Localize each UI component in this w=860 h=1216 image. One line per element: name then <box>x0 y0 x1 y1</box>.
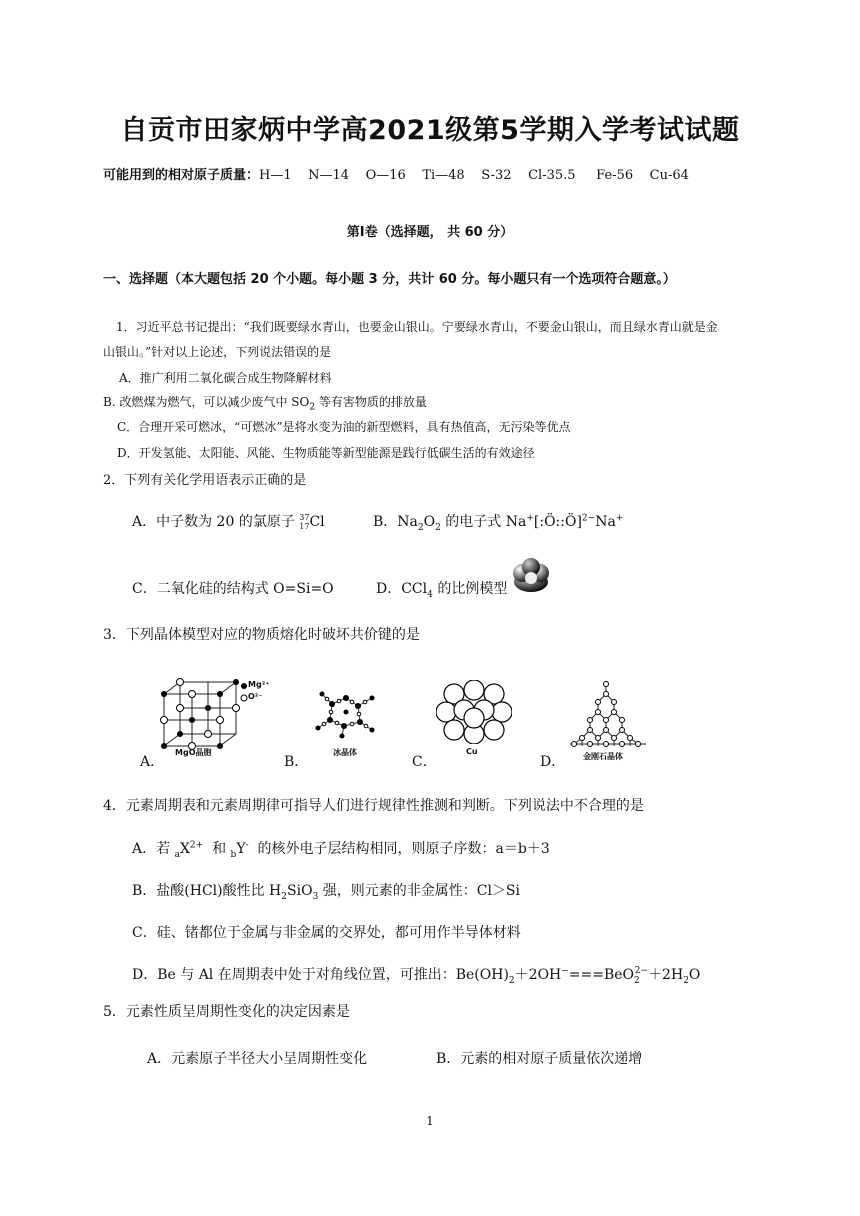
q1-stem-line2: 山银山。”针对以上论述，下列说法错误的是 <box>103 345 332 359</box>
diamond-crystal-figure <box>566 680 650 748</box>
q1-stem-line1: 1．习近平总书记提出：“我们既要绿水青山，也要金山银山。宁要绿水青山，不要金山银山，而且绿水青山就是金 <box>116 320 718 334</box>
q4-option-a: A．若 $_aX^{2+}$ 和 $_b$Y- 的核外电子层结构相同，则原子序数：a＝b＋3 <box>132 840 550 860</box>
atomic-mass-values: H—1 N—14 O—16 Ti—48 S-32 Cl-35.5 Fe-56 Cu-64 <box>259 168 689 183</box>
exam-title: 自贡市田家炳中学高2021级第5学期入学考试试题 <box>120 115 740 146</box>
q3-option-c: C． <box>412 754 437 770</box>
q1-option-a: A．推广利用二氧化碳合成生物降解材料 <box>119 371 332 385</box>
q4-option-d: D．Be 与 Al 在周期表中处于对角线位置，可推出：$Be(OH)_2+2OH^-===BeO_2^{2-}+2H_2O$ <box>132 966 701 986</box>
caption-cu: Cu <box>466 747 478 756</box>
caption-ice: 冰晶体 <box>333 748 357 757</box>
ccl4-space-filling-model <box>508 556 554 594</box>
q5-option-a: A．元素原子半径大小呈周期性变化 <box>147 1051 368 1067</box>
q3-option-d: D． <box>540 754 566 770</box>
q2-option-d: D．CCl$_4$ 的比例模型 <box>376 581 508 600</box>
q5-stem: 5．元素性质呈周期性变化的决定因素是 <box>103 1004 350 1020</box>
q3-stem: 3．下列晶体模型对应的物质熔化时破坏共价键的是 <box>103 627 420 643</box>
q2-option-c: C．二氧化硅的结构式 O=Si=O <box>132 581 334 597</box>
q2-option-b: B．$Na_2O_2$ 的电子式 Na+[:Ö::Ö]$^{2-}$Na+ <box>373 513 624 533</box>
ice-crystal-figure <box>312 684 384 742</box>
cu-crystal-figure <box>436 680 512 744</box>
atomic-mass-line <box>103 164 689 183</box>
q5-option-b: B．元素的相对原子质量依次递增 <box>436 1051 643 1067</box>
legend-mg: Mg²⁺ <box>248 680 270 689</box>
q4-option-b: B．盐酸(HCl)酸性比 $H_2SiO_3$ 强，则元素的非金属性：Cl＞Si <box>132 883 521 902</box>
caption-diamond: 金刚石晶体 <box>583 752 623 761</box>
q3-option-a: A． <box>140 754 165 770</box>
part-heading: 一、选择题（本大题包括 20 个小题。每小题 3 分，共计 60 分。每小题只有一个选项符合题意。） <box>103 272 676 287</box>
q4-option-c: C．硅、锗都位于金属与非金属的交界处，都可用作半导体材料 <box>132 925 521 941</box>
q1-option-b: B. 改燃煤为燃气，可以减少废气中 $SO_2$ 等有害物质的排放量 <box>103 395 427 413</box>
q1-option-c: C．合理开采可燃冰，“可燃冰”是将水变为油的新型燃料，具有热值高，无污染等优点 <box>117 420 571 434</box>
q4-stem: 4．元素周期表和元素周期律可指导人们进行规律性推测和判断。下列说法中不合理的是 <box>103 798 644 814</box>
q2-stem: 2．下列有关化学用语表示正确的是 <box>103 473 307 488</box>
atomic-mass-label: 可能用到的相对原子质量： <box>103 168 260 183</box>
legend-o: O²⁻ <box>248 692 263 701</box>
q1-option-d: D．开发氢能、太阳能、风能、生物质能等新型能源是践行低碳生活的有效途径 <box>117 446 535 460</box>
page-number: 1 <box>426 1114 434 1128</box>
caption-mgo: MgO晶胞 <box>175 748 212 757</box>
q3-option-b: B． <box>284 754 309 770</box>
section-heading: 第Ⅰ卷（选择题， 共 60 分） <box>346 225 514 240</box>
q2-option-a: A．中子数为 20 的氯原子 37 17Cl <box>132 513 325 531</box>
